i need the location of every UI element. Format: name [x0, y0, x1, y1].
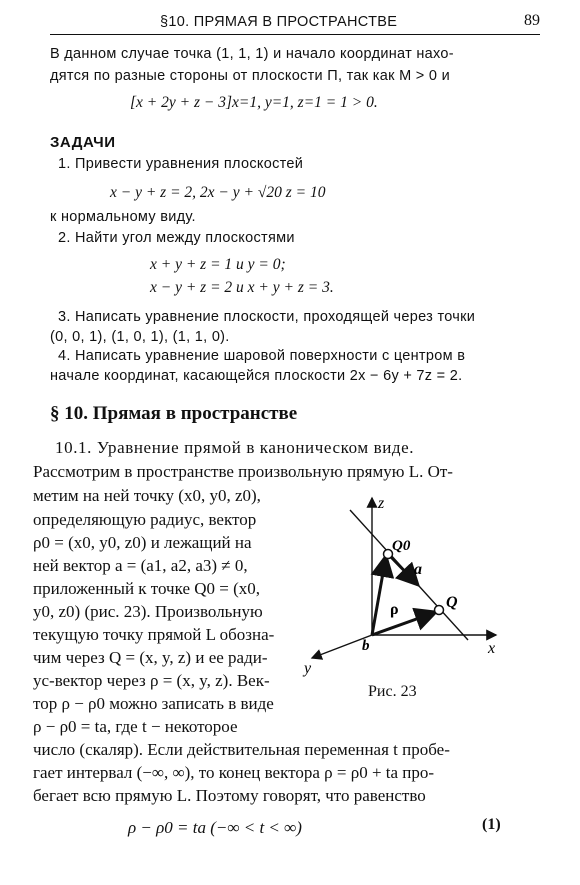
body-line-14: число (скаляр). Если действительная переменная t пробе- — [33, 740, 450, 759]
header-title: §10. ПРЯМАЯ В ПРОСТРАНСТВЕ — [160, 14, 398, 30]
body-line-4: определяющую радиус, вектор — [33, 510, 257, 529]
intro-formula: [x + 2y + z − 3]x=1, y=1, z=1 = 1 > 0. — [130, 94, 378, 111]
task-2-formula-1: x + y + z = 1 и y = 0; — [150, 256, 286, 273]
body-line-5: ρ0 = (x0, y0, z0) и лежащий на — [33, 533, 252, 552]
label-x: x — [488, 640, 496, 657]
body-line-10: чим через Q = (x, y, z) и ее ради- — [33, 648, 268, 667]
task-2: 2. Найти угол между плоскостями — [58, 230, 295, 246]
task-1-end: к нормальному виду. — [50, 209, 196, 225]
body-line-1: 10.1. Уравнение прямой в каноническом виде. — [55, 438, 415, 457]
label-Q0: Q0 — [392, 538, 411, 554]
running-header — [50, 10, 540, 35]
body-line-16: бегает всю прямую L. Поэтому говорят, что равенство — [33, 786, 426, 805]
equation-number: (1) — [482, 816, 501, 833]
body-line-7: приложенный к точке Q0 = (x0, — [33, 579, 261, 598]
label-Q: Q — [446, 594, 458, 611]
body-line-9: текущую точку прямой L обозна- — [33, 625, 275, 644]
task-3-line-1: 3. Написать уравнение плоскости, проходящей через точки — [58, 309, 476, 325]
rho0-vector — [372, 556, 386, 635]
point-Q — [435, 606, 444, 615]
body-line-6: ней вектор a = (a1, a2, a3) ≠ 0, — [33, 556, 248, 575]
figure-caption: Рис. 23 — [368, 683, 417, 700]
intro-line-2: дятся по разные стороны от плоскости П, так как M > 0 и — [50, 68, 450, 84]
section-title: § 10. Прямая в пространстве — [50, 403, 298, 424]
label-a: a — [414, 561, 422, 578]
label-b: b — [362, 638, 370, 654]
rho-vector — [372, 612, 436, 635]
tasks-heading: ЗАДАЧИ — [50, 134, 116, 151]
intro-line-1: В данном случае точка (1, 1, 1) и начало координат нахо- — [50, 46, 454, 62]
figure-23 — [300, 490, 510, 680]
task-2-formula-2: x − y + z = 2 и x + y + z = 3. — [150, 279, 334, 296]
body-line-12: тор ρ − ρ0 можно записать в виде — [33, 694, 274, 713]
task-3-line-2: (0, 0, 1), (1, 0, 1), (1, 1, 0). — [50, 329, 230, 345]
body-line-13: ρ − ρ0 = ta, где t − некоторое — [33, 717, 238, 736]
page-number: 89 — [524, 12, 540, 29]
task-1: 1. Привести уравнения плоскостей — [58, 156, 304, 172]
body-line-8: y0, z0) (рис. 23). Произвольную — [33, 602, 263, 621]
label-y: y — [304, 660, 312, 677]
task-1-formula: x − y + z = 2, 2x − y + √20 z = 10 — [110, 184, 326, 201]
body-line-15: гает интервал (−∞, ∞), то конец вектора ρ = ρ0 + ta про- — [33, 763, 435, 782]
body-line-3: метим на ней точку (x0, y0, z0), — [33, 486, 261, 505]
label-rho: ρ — [390, 601, 399, 618]
body-line-2: Рассмотрим в пространстве произвольную прямую L. От- — [33, 462, 453, 481]
equation-1: ρ − ρ0 = ta (−∞ < t < ∞) — [128, 818, 302, 837]
label-z: z — [378, 495, 385, 512]
task-4-line-1: 4. Написать уравнение шаровой поверхности с центром в — [58, 348, 466, 364]
task-4-line-2: начале координат, касающейся плоскости 2x − 6y + 7z = 2. — [50, 368, 463, 384]
body-line-11: ус-вектор через ρ = (x, y, z). Век- — [33, 671, 270, 690]
